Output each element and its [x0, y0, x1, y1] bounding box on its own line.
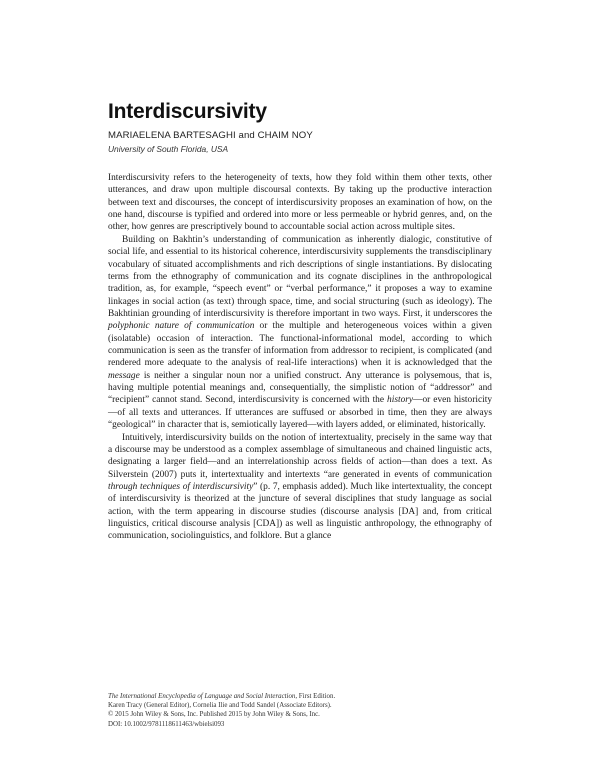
footer-editors: Karen Tracy (General Editor), Cornelia Ilie and Todd Sandel (Associate Editors).	[108, 702, 332, 710]
footer-doi: DOI: 10.1002/9781118611463/wbielsi093	[108, 720, 225, 728]
emphasis-text: message	[108, 370, 140, 381]
emphasis-text: polyphonic nature of communication	[108, 321, 255, 332]
author-affiliation: University of South Florida, USA	[108, 144, 229, 154]
article-title: Interdiscursivity	[108, 100, 267, 123]
paragraph-text: or the multiple and heterogeneous voices within a given (isolatable) occasion of interaction. The functional-informational model, according to which communication is seen as the transfer of information from addressor to recipient, is complicated (and rendered more adequate to the analysis of real-life interactions) when it is acknowledged that the	[108, 321, 492, 369]
paragraph-text: —or even historicity—of all texts and utterances. If utterances are suffused or absorbed in time, then they are always “geological” in character that is, semiotically layered—with layers added, or eliminated, historically.	[108, 395, 493, 431]
footer-edition: , First Edition.	[295, 693, 336, 700]
paragraph-text: ” (p. 7, emphasis added). Much like intertextuality, the concept of interdiscursivity is theorized at the juncture of several disciplines that study language as social action, with the term appearing in discourse studies (discourse analysis [DA] and, from critical linguistics, critical discourse analysis [CDA]) as well as linguistic anthropology, the ethnography of communication, sociolinguistics, and folklore. But a glance	[108, 481, 492, 542]
paragraph-text: is neither a singular noun nor a unified construct. Any utterance is polysemous, that is, having multiple potential meanings and, consequentially, the simplistic notion of “addressor” and “recipient” cannot stand. Second, interdiscursivity is concerned with the	[108, 370, 492, 406]
body-paragraph	[108, 234, 492, 432]
body-paragraph	[108, 432, 492, 543]
footer-citation-line	[108, 692, 492, 701]
article-body	[108, 172, 492, 543]
paragraph-text: Intuitively, interdiscursivity builds on the notion of intertextuality, precisely in the same way that a discourse may be understood as a complex assemblage of simultaneous and chained linguistic acts, designating a larger field—and an interrelationship across fields of action—than does a text. As Silverstein (2007) puts it, intertextuality and intertexts “are generated in events of communication	[108, 432, 492, 480]
author-names: MARIAELENA BARTESAGHI and CHAIM NOY	[108, 130, 313, 141]
emphasis-text: history	[387, 395, 414, 406]
emphasis-text: through techniques of interdiscursivity	[108, 481, 254, 492]
body-paragraph	[108, 172, 492, 234]
paragraph-text: Building on Bakhtin’s understanding of communication as inherently dialogic, constitutive of social life, and essential to its historical coherence, interdiscursivity supplements the transdisciplinary vocabulary of situated accomplishments and rich descriptions of single instantiations. By dislocating terms from the ethnography of communication and its cognate disciplines in the anthropological tradition, as, for example, “speech event” or “verbal performance,” it proposes a way to examine linkages in social action (as text) through space, time, and social structuring (such as ideology). The Bakhtinian grounding of interdiscursivity is therefore important in two ways. First, it underscores the	[108, 234, 492, 319]
footer-journal-title: The International Encyclopedia of Language and Social Interaction	[108, 693, 296, 700]
footer-copyright: © 2015 John Wiley & Sons, Inc. Published 2015 by John Wiley & Sons, Inc.	[108, 711, 320, 719]
publication-footer	[108, 692, 492, 729]
paragraph-text: Interdiscursivity refers to the heterogeneity of texts, how they fold within them other texts, other utterances, and draw upon multiple discoursal contexts. By taking up the productive interaction between text and discourses, the concept of interdiscursivity proposes an examination of how, on the one hand, discourse is typified and ordered into more or less permeable or hybrid genres, and, on the other, how genres are prescriptively bound to accountable social action across multiple sites.	[108, 173, 492, 233]
